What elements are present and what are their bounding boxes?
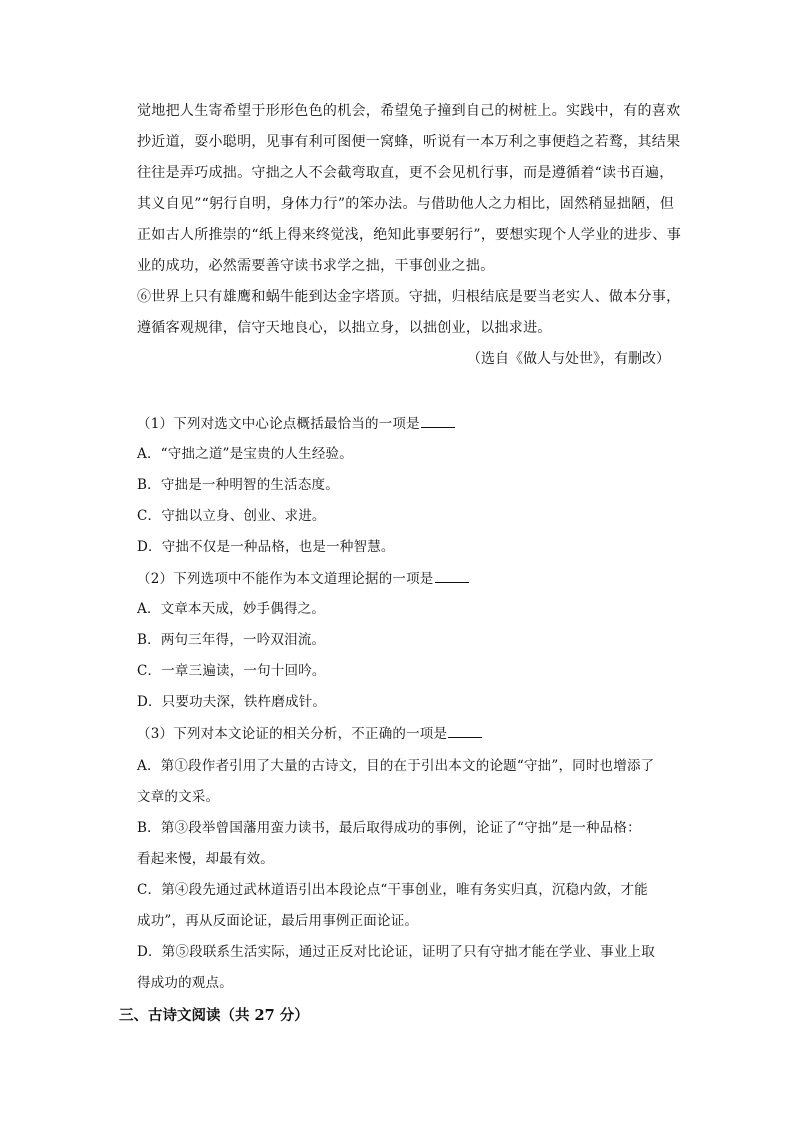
question-option: A．文章本天成，妙手偶得之。 (137, 601, 326, 617)
passage-line: 觉地把人生寄希望于形形色色的机会，希望兔子撞到自己的树桩上。实践中，有的喜欢 (137, 103, 681, 119)
question-stem-text: （2）下列选项中不能作为本文道理论据的一项是 (137, 571, 434, 587)
question-stem-text: （1）下列对选文中心论点概括最恰当的一项是 (137, 416, 420, 432)
question-option-continued: 文章的文采。 (137, 789, 220, 805)
question-option-continued: 成功”，再从反面论证，最后用事例正面论证。 (137, 913, 419, 929)
question-option: B．两句三年得，一吟双泪流。 (137, 632, 326, 648)
passage-line: 往往是弄巧成拙。守拙之人不会截弯取直，更不会见机行事，而是遵循着“读书百遍， (137, 165, 674, 181)
question-stem-text: （3）下列对本文论证的相关分析，不正确的一项是 (137, 726, 448, 742)
passage-line: ⑥世界上只有雄鹰和蜗牛能到达金字塔顶。守拙，归根结底是要当老实人、做本分事， (137, 289, 681, 305)
question-stem (137, 723, 482, 744)
passage-line: 其义自见”“躬行自明，身体力行”的笨办法。与借助他人之力相比，固然稍显拙陋，但 (137, 196, 675, 212)
section-heading: 三、古诗文阅读（共 27 分） (119, 1007, 309, 1024)
passage-source: （选自《做人与处世》，有删改） (467, 351, 670, 367)
question-option: B．第③段举曾国藩用蛮力读书，最后取得成功的事例，论证了“守拙”是一种品格： (137, 820, 641, 836)
question-option: C．守拙以立身、创业、求进。 (137, 508, 326, 524)
passage-line: 抄近道，耍小聪明，见事有利可图便一窝蜂，听说有一本万利之事便趋之若鹜，其结果 (137, 134, 681, 150)
question-option-continued: 得成功的观点。 (137, 975, 233, 991)
question-option: C．一章三遍读，一句十回吟。 (137, 663, 326, 679)
question-stem (137, 413, 455, 434)
question-option: A．第①段作者引用了大量的古诗文，目的在于引出本文的论题“守拙”，同时也增添了 (137, 758, 655, 774)
question-stem (137, 568, 469, 589)
question-option: B．守拙是一种明智的生活态度。 (137, 477, 339, 493)
answer-blank[interactable] (421, 413, 455, 428)
question-option: D．守拙不仅是一种品格，也是一种智慧。 (137, 539, 395, 555)
answer-blank[interactable] (435, 568, 469, 583)
question-option: A．“守拙之道”是宝贵的人生经验。 (137, 446, 353, 462)
passage-line: 业的成功，必然需要善守读书求学之拙，干事创业之拙。 (137, 258, 495, 274)
answer-blank[interactable] (448, 723, 482, 738)
passage-line: 正如古人所推崇的“纸上得来终觉浅，绝知此事要躬行”，要想实现个人学业的进步、事 (137, 227, 682, 243)
passage-line: 遵循客观规律，信守天地良心，以拙立身，以拙创业，以拙求进。 (137, 320, 552, 336)
question-option: C．第④段先通过武林道语引出本段论点“干事创业，唯有务实归真，沉稳内敛，才能 (137, 882, 648, 898)
question-option: D．只要功夫深，铁杵磨成针。 (137, 694, 327, 710)
question-option: D．第⑤段联系生活实际，通过正反对比论证，证明了只有守拙才能在学业、事业上取 (137, 944, 655, 960)
question-option-continued: 看起来慢，却最有效。 (137, 851, 274, 867)
